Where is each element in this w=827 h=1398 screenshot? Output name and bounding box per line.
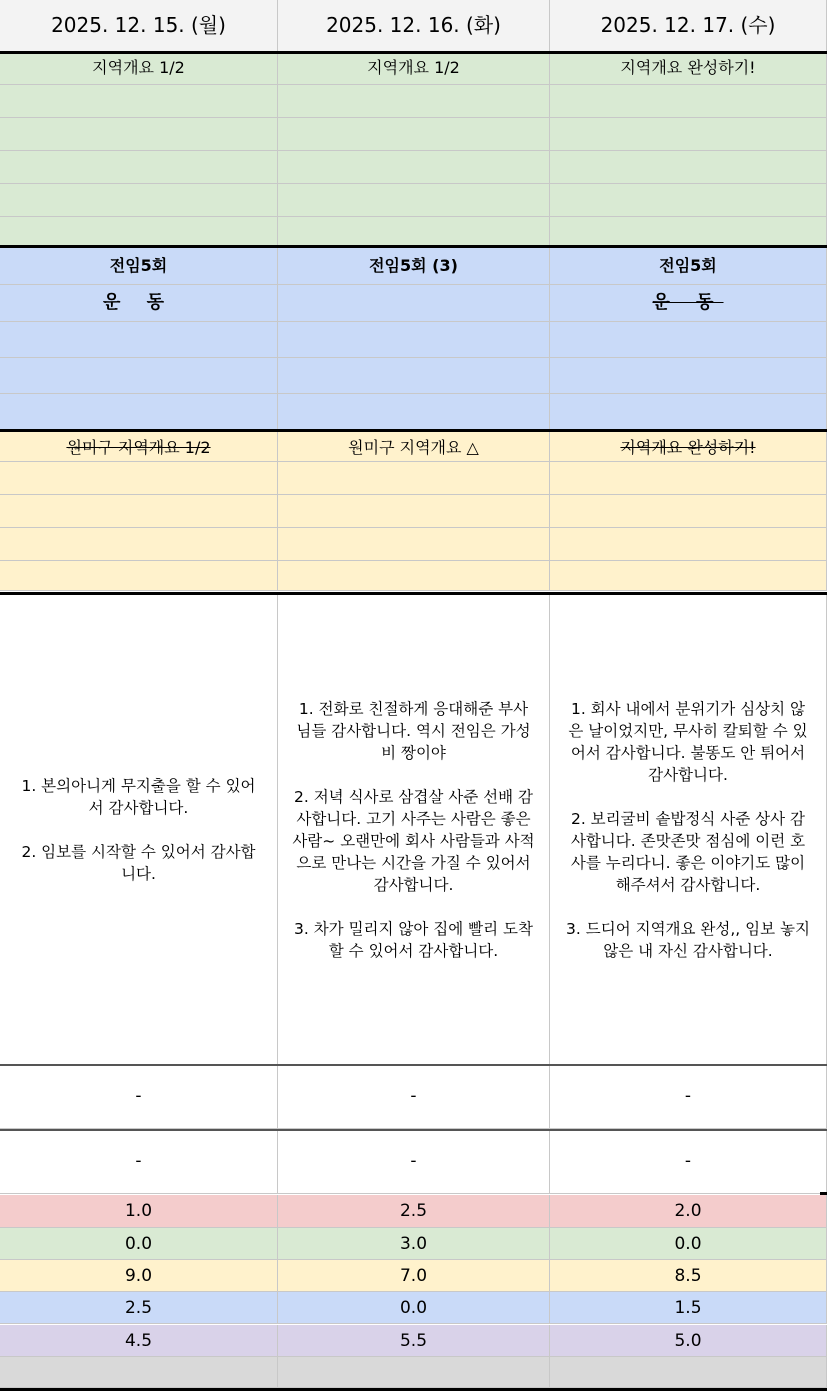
study-cell[interactable] (278, 184, 550, 217)
study-cell[interactable] (278, 118, 550, 151)
session-cell[interactable] (278, 285, 550, 322)
review-cell[interactable] (550, 528, 827, 561)
session-cell[interactable] (0, 358, 278, 394)
date-header[interactable]: 2025. 12. 15. (월) (0, 0, 278, 52)
study-cell-text: 지역개요 완성하기! (620, 58, 756, 77)
review-cell[interactable] (0, 528, 278, 561)
study-cell[interactable] (278, 52, 550, 85)
section-divider (0, 51, 827, 54)
hours-cell[interactable]: 3.0 (278, 1228, 550, 1260)
row-divider (0, 1064, 827, 1066)
session-cell[interactable] (278, 394, 550, 430)
hours-cell[interactable]: 8.5 (550, 1260, 827, 1292)
session-cell[interactable] (550, 394, 827, 430)
hours-cell[interactable]: 2.5 (0, 1292, 278, 1324)
hours-cell[interactable]: 2.0 (550, 1195, 827, 1228)
review-cell-text: 원미구 지역개요 1/2 (66, 438, 211, 457)
review-cell[interactable] (550, 462, 827, 495)
study-cell[interactable] (0, 151, 278, 184)
study-cell[interactable] (0, 217, 278, 246)
session-cell[interactable] (278, 248, 550, 285)
study-cell-text: 지역개요 1/2 (367, 58, 460, 77)
note-row-2[interactable]: - (278, 1131, 550, 1194)
hours-cell[interactable]: 4.5 (0, 1325, 278, 1357)
session-cell-text: 전임5회 (109, 256, 168, 275)
study-cell[interactable] (550, 118, 827, 151)
review-cell[interactable] (550, 495, 827, 528)
review-cell-text: 지역개요 완성하기! (620, 438, 756, 457)
session-cell[interactable] (550, 248, 827, 285)
review-cell[interactable] (550, 432, 827, 462)
gratitude-cell[interactable]: 1. 회사 내에서 분위기가 심상치 않은 날이었지만, 무사히 칼퇴할 수 있어서 감사합니다. 불똥도 안 튀어서 감사합니다. 2. 보리굴비 솥밥정식 사준 상사 감사합니다. 존맛존맛 점심에 이런 호사를 누리다니. 좋은 이야기도 많이 해주셔서 감사합니다. 3. 드디어 지역개요 완성,, 임보 놓지 않은 내 자신 감사합니다. (550, 594, 827, 1066)
study-cell[interactable] (550, 184, 827, 217)
study-cell[interactable] (550, 217, 827, 246)
hours-cell[interactable]: 7.0 (278, 1260, 550, 1292)
gratitude-cell[interactable]: 1. 전화로 친절하게 응대해준 부사님들 감사합니다. 역시 전임은 가성비 짱이야 2. 저녁 식사로 삼겹살 사준 선배 감사합니다. 고기 사주는 사람은 좋은 사람~ 오랜만에 회사 사람들과 사적으로 만나는 시간을 가질 수 있어서 감사합니다. 3. 차가 밀리지 않아 집에 빨리 도착할 수 있어서 감사합니다. (278, 594, 550, 1066)
review-cell-text: 원미구 지역개요 △ (348, 438, 479, 457)
hours-cell[interactable]: 0.0 (550, 1228, 827, 1260)
session-cell[interactable] (278, 358, 550, 394)
review-cell[interactable] (278, 561, 550, 591)
study-cell[interactable] (550, 85, 827, 118)
study-cell[interactable] (550, 151, 827, 184)
section-divider (0, 1388, 827, 1391)
session-cell[interactable] (278, 322, 550, 358)
session-cell-text: 운 동 (102, 292, 175, 313)
session-cell[interactable] (550, 322, 827, 358)
session-cell-text: 전임5회 (3) (369, 256, 458, 275)
hours-cell[interactable]: 5.0 (550, 1325, 827, 1357)
review-cell[interactable] (0, 462, 278, 495)
hours-cell[interactable]: 0.0 (0, 1228, 278, 1260)
study-cell[interactable] (0, 118, 278, 151)
session-cell-text: 운 동 (652, 292, 724, 313)
hours-cell[interactable]: 1.0 (0, 1195, 278, 1228)
hours-cell[interactable]: 5.5 (278, 1325, 550, 1357)
note-row-1[interactable]: - (0, 1066, 278, 1129)
review-cell[interactable] (550, 561, 827, 591)
review-cell[interactable] (0, 495, 278, 528)
section-divider (0, 592, 827, 595)
hours-cell[interactable]: 1.5 (550, 1292, 827, 1324)
study-cell[interactable] (278, 217, 550, 246)
note-row-2[interactable]: - (550, 1131, 827, 1194)
date-header[interactable]: 2025. 12. 16. (화) (278, 0, 550, 52)
session-cell-text: 전임5회 (659, 256, 717, 275)
study-cell[interactable] (278, 151, 550, 184)
study-cell[interactable] (0, 184, 278, 217)
hours-cell[interactable]: 2.5 (278, 1195, 550, 1228)
note-row-1[interactable]: - (550, 1066, 827, 1129)
selection-marker (820, 1192, 827, 1195)
hours-cell[interactable]: 9.0 (0, 1260, 278, 1292)
note-row-2[interactable]: - (0, 1131, 278, 1194)
study-cell[interactable] (550, 52, 827, 85)
review-cell[interactable] (278, 462, 550, 495)
section-divider (0, 429, 827, 432)
section-divider (0, 245, 827, 248)
review-cell[interactable] (278, 495, 550, 528)
total-cell[interactable] (550, 1357, 827, 1388)
session-cell[interactable] (550, 285, 827, 322)
total-cell[interactable] (0, 1357, 278, 1388)
gratitude-cell[interactable]: 1. 본의아니게 무지출을 할 수 있어서 감사합니다. 2. 임보를 시작할 수 있어서 감사합니다. (0, 594, 278, 1066)
session-cell[interactable] (0, 248, 278, 285)
review-cell[interactable] (278, 432, 550, 462)
review-cell[interactable] (278, 528, 550, 561)
session-cell[interactable] (0, 322, 278, 358)
session-cell[interactable] (0, 285, 278, 322)
study-cell[interactable] (278, 85, 550, 118)
session-cell[interactable] (0, 394, 278, 430)
study-cell[interactable] (0, 52, 278, 85)
row-divider (0, 1129, 827, 1131)
study-cell-text: 지역개요 1/2 (92, 58, 185, 77)
review-cell[interactable] (0, 561, 278, 591)
review-cell[interactable] (0, 432, 278, 462)
total-cell[interactable] (278, 1357, 550, 1388)
note-row-1[interactable]: - (278, 1066, 550, 1129)
study-cell[interactable] (0, 85, 278, 118)
hours-cell[interactable]: 0.0 (278, 1292, 550, 1324)
session-cell[interactable] (550, 358, 827, 394)
date-header[interactable]: 2025. 12. 17. (수) (550, 0, 827, 52)
